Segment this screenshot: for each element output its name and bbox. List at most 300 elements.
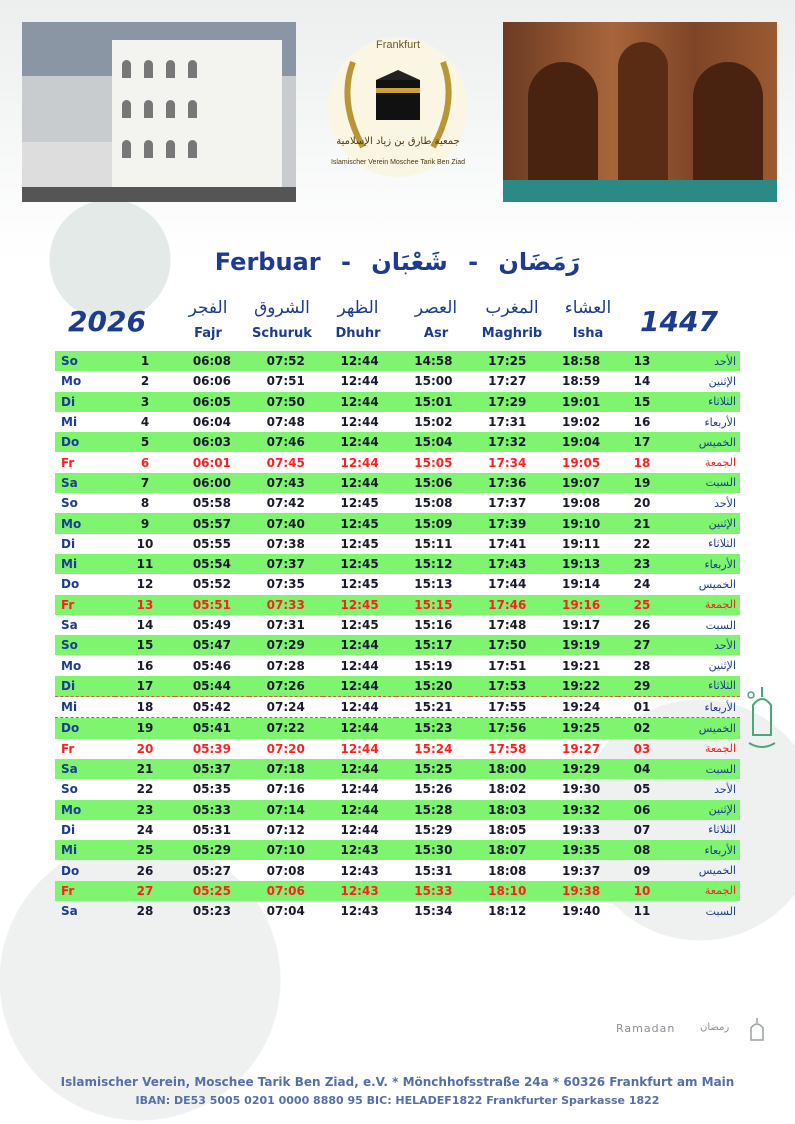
asr-time-cell: 15:01 — [396, 392, 470, 412]
table-row — [55, 820, 740, 840]
weekday-cell: Fr — [61, 741, 75, 756]
month-german: Ferbuar — [214, 248, 321, 276]
day-number-cell: 5 — [115, 432, 175, 452]
isha-time-cell: 19:01 — [544, 392, 618, 412]
isha-time-cell: 19:32 — [544, 800, 618, 820]
table-row — [55, 718, 740, 739]
dhuhr-time-cell: 12:45 — [323, 513, 397, 533]
mosque-interior-photo — [503, 22, 777, 202]
asr-time-cell: 15:04 — [396, 432, 470, 452]
table-row — [55, 493, 740, 513]
day-number-cell: 6 — [140, 455, 150, 470]
schuruk-time-cell: 07:33 — [249, 595, 323, 615]
weekday-cell: So — [55, 351, 115, 371]
hijri-day-cell: 04 — [618, 759, 666, 779]
fajr-time-cell: 06:05 — [175, 392, 249, 412]
maghrib-time-cell: 17:25 — [470, 351, 544, 371]
hijri-day-cell: 18 — [633, 455, 651, 470]
dhuhr-time-cell: 12:44 — [340, 822, 379, 837]
arabic-weekday-cell: الخميس — [666, 432, 740, 452]
maghrib-time-cell: 17:58 — [488, 741, 527, 756]
fajr-time-cell: 05:44 — [175, 676, 249, 697]
day-number-cell: 10 — [136, 536, 154, 551]
weekday-cell: Mi — [55, 840, 115, 860]
dhuhr-time-cell: 12:44 — [323, 676, 397, 697]
dhuhr-time-cell: 12:45 — [340, 496, 379, 511]
ramadan-label: Ramadan — [616, 1022, 676, 1035]
day-number-cell: 19 — [115, 718, 175, 739]
maghrib-time-cell: 17:55 — [470, 697, 544, 718]
fajr-time-cell: 05:27 — [192, 863, 232, 878]
asr-time-cell: 15:13 — [414, 577, 453, 592]
schuruk-time-cell: 07:40 — [249, 513, 323, 533]
day-number-cell: 7 — [115, 473, 175, 493]
maghrib-time-cell: 17:51 — [488, 658, 527, 673]
isha-time-cell: 19:13 — [544, 554, 618, 574]
column-header-isha: العشاء Isha — [564, 298, 612, 341]
maghrib-time-cell: 17:46 — [470, 595, 544, 615]
day-number-cell: 17 — [115, 676, 175, 697]
asr-time-cell: 15:25 — [396, 759, 470, 779]
weekday-cell: Do — [55, 718, 115, 739]
weekday-cell: Fr — [55, 595, 115, 615]
minbar — [618, 42, 668, 182]
schuruk-time-cell: 07:16 — [266, 782, 305, 797]
weekday-cell: Fr — [55, 881, 115, 901]
hijri-day-cell: 14 — [633, 374, 651, 389]
table-row — [55, 534, 740, 554]
day-number-cell: 25 — [115, 840, 175, 860]
dhuhr-time-cell: 12:44 — [323, 800, 397, 820]
asr-time-cell: 15:11 — [414, 536, 453, 551]
schuruk-time-cell: 07:31 — [266, 618, 305, 632]
mosque-exterior-photo — [22, 22, 296, 202]
arabic-weekday-cell: الأربعاء — [666, 840, 740, 860]
hijri-day-cell: 03 — [633, 741, 651, 756]
table-row — [55, 392, 740, 412]
day-number-cell: 13 — [115, 595, 175, 615]
arabic-weekday-cell: السبت — [666, 473, 740, 493]
hijri-day-cell: 02 — [618, 718, 666, 739]
month-arabic-ramadan: رَمَضَان — [498, 248, 581, 276]
day-number-cell: 16 — [136, 658, 154, 673]
maghrib-time-cell: 18:10 — [470, 881, 544, 901]
isha-time-cell: 19:04 — [544, 432, 618, 452]
isha-time-cell: 19:08 — [561, 496, 601, 511]
asr-time-cell: 14:58 — [396, 351, 470, 371]
day-number-cell: 21 — [115, 759, 175, 779]
table-row — [55, 779, 740, 799]
footer-bank: IBAN: DE53 5005 0201 0000 8880 95 BIC: HELADEF1822 Frankfurter Sparkasse 1822 — [135, 1094, 660, 1107]
day-number-cell: 8 — [140, 496, 150, 511]
schuruk-time-cell: 07:22 — [249, 718, 323, 739]
fajr-time-cell: 05:25 — [175, 881, 249, 901]
maghrib-time-cell: 17:50 — [470, 635, 544, 655]
street — [22, 187, 296, 202]
fajr-time-cell: 05:49 — [192, 618, 232, 632]
weekday-cell: Sa — [61, 618, 78, 632]
fajr-time-cell: 05:33 — [175, 800, 249, 820]
weekday-cell: Mo — [55, 800, 115, 820]
dhuhr-time-cell: 12:45 — [340, 618, 379, 632]
dhuhr-time-cell: 12:43 — [340, 904, 379, 919]
fajr-time-cell: 05:35 — [192, 782, 232, 797]
ramadan-lantern-icon — [745, 685, 779, 755]
hijri-day-cell: 05 — [633, 782, 651, 797]
arabic-weekday-cell: الأحد — [714, 782, 736, 796]
table-row — [55, 901, 740, 921]
fajr-time-cell: 05:52 — [192, 577, 232, 592]
dhuhr-time-cell: 12:44 — [323, 718, 397, 739]
day-number-cell: 27 — [115, 881, 175, 901]
isha-time-cell: 18:58 — [544, 351, 618, 371]
dhuhr-time-cell: 12:44 — [323, 392, 397, 412]
day-number-cell: 26 — [136, 863, 154, 878]
fajr-time-cell: 05:46 — [192, 658, 232, 673]
arabic-weekday-cell: الإثنين — [708, 374, 736, 388]
asr-time-cell: 15:17 — [396, 635, 470, 655]
fajr-time-cell: 05:54 — [175, 554, 249, 574]
table-row — [55, 840, 740, 860]
asr-time-cell: 15:02 — [414, 415, 453, 430]
isha-time-cell: 19:07 — [544, 473, 618, 493]
arabic-weekday-cell: الخميس — [698, 864, 736, 878]
schuruk-time-cell: 07:45 — [266, 455, 305, 470]
schuruk-time-cell: 07:46 — [249, 432, 323, 452]
asr-time-cell: 15:05 — [414, 455, 453, 470]
table-row — [55, 697, 740, 718]
isha-time-cell: 19:16 — [544, 595, 618, 615]
maghrib-time-cell: 17:37 — [488, 496, 527, 511]
hijri-day-cell: 17 — [618, 432, 666, 452]
schuruk-time-cell: 07:29 — [249, 635, 323, 655]
arabic-weekday-cell: الخميس — [698, 577, 736, 591]
maghrib-time-cell: 17:36 — [470, 473, 544, 493]
weekday-cell: Do — [55, 432, 115, 452]
schuruk-time-cell: 07:38 — [266, 536, 305, 551]
hijri-day-cell: 11 — [633, 904, 651, 919]
hijri-day-cell: 10 — [618, 881, 666, 901]
day-number-cell: 4 — [140, 415, 150, 430]
table-row — [55, 351, 740, 371]
table-row — [55, 800, 740, 820]
maghrib-time-cell: 17:56 — [470, 718, 544, 739]
day-number-cell: 11 — [115, 554, 175, 574]
footer-address: Islamischer Verein, Moschee Tarik Ben Ziad, e.V. * Mönchhofsstraße 24a * 60326 Frankfurt am Main — [60, 1075, 735, 1089]
day-number-cell: 24 — [136, 822, 154, 837]
arabic-weekday-cell: الثلاثاء — [708, 823, 736, 837]
maghrib-time-cell: 17:53 — [470, 676, 544, 697]
asr-time-cell: 15:20 — [396, 676, 470, 697]
hijri-day-cell: 07 — [633, 822, 651, 837]
weekday-cell: So — [61, 782, 78, 797]
schuruk-time-cell: 07:20 — [266, 741, 305, 756]
maghrib-time-cell: 18:05 — [488, 822, 527, 837]
day-number-cell: 15 — [115, 635, 175, 655]
asr-time-cell: 15:31 — [414, 863, 453, 878]
schuruk-time-cell: 07:42 — [266, 496, 305, 511]
fajr-time-cell: 05:39 — [192, 741, 232, 756]
arabic-weekday-cell: السبت — [666, 759, 740, 779]
dhuhr-time-cell: 12:44 — [340, 782, 379, 797]
dhuhr-time-cell: 12:43 — [323, 881, 397, 901]
weekday-cell: Mo — [55, 513, 115, 533]
weekday-cell: So — [61, 496, 78, 511]
table-row — [55, 739, 740, 759]
fajr-time-cell: 05:23 — [192, 904, 232, 919]
fajr-time-cell: 06:03 — [175, 432, 249, 452]
isha-time-cell: 19:22 — [544, 676, 618, 697]
asr-time-cell: 15:12 — [396, 554, 470, 574]
asr-time-cell: 15:24 — [414, 741, 453, 756]
door-arch — [528, 62, 598, 182]
day-number-cell: 9 — [115, 513, 175, 533]
arabic-weekday-cell: الجمعة — [704, 742, 736, 756]
arabic-weekday-cell: السبت — [705, 618, 736, 632]
arabic-weekday-cell: الإثنين — [666, 513, 740, 533]
arabic-weekday-cell: الإثنين — [708, 659, 736, 673]
table-row — [55, 676, 740, 697]
isha-time-cell: 19:35 — [544, 840, 618, 860]
schuruk-time-cell: 07:08 — [266, 863, 305, 878]
hijri-day-cell: 20 — [633, 496, 651, 511]
schuruk-time-cell: 07:12 — [266, 822, 305, 837]
column-header-fajr: الفجر Fajr — [188, 298, 228, 341]
arabic-weekday-cell: الأحد — [666, 351, 740, 371]
gregorian-year: 2026 — [68, 305, 146, 338]
maghrib-time-cell: 18:00 — [470, 759, 544, 779]
table-row — [55, 473, 740, 493]
hijri-day-cell: 21 — [618, 513, 666, 533]
hijri-day-cell: 08 — [618, 840, 666, 860]
dhuhr-time-cell: 12:44 — [323, 697, 397, 718]
dhuhr-time-cell: 12:44 — [340, 455, 379, 470]
fajr-time-cell: 05:58 — [192, 496, 232, 511]
hijri-day-cell: 06 — [618, 800, 666, 820]
weekday-cell: Fr — [61, 455, 75, 470]
arabic-weekday-cell: الخميس — [666, 718, 740, 739]
weekday-cell: Sa — [55, 759, 115, 779]
day-number-cell: 28 — [136, 904, 154, 919]
title-separator: - — [340, 248, 351, 276]
arabic-weekday-cell: الجمعة — [666, 881, 740, 901]
weekday-cell: Do — [61, 577, 80, 592]
table-row — [55, 574, 740, 594]
maghrib-time-cell: 17:39 — [470, 513, 544, 533]
fajr-time-cell: 05:29 — [175, 840, 249, 860]
asr-time-cell: 15:33 — [396, 881, 470, 901]
dhuhr-time-cell: 12:45 — [323, 595, 397, 615]
hijri-day-cell: 15 — [618, 392, 666, 412]
mosque-logo — [318, 22, 478, 197]
isha-time-cell: 19:25 — [544, 718, 618, 739]
fajr-time-cell: 05:41 — [175, 718, 249, 739]
column-header-dhuhr: الظهر Dhuhr — [335, 298, 381, 341]
schuruk-time-cell: 07:24 — [249, 697, 323, 718]
hijri-day-cell: 16 — [633, 415, 651, 430]
fajr-time-cell: 05:37 — [175, 759, 249, 779]
dhuhr-time-cell: 12:43 — [340, 863, 379, 878]
table-row — [55, 635, 740, 655]
prayer-times-table — [55, 351, 740, 921]
hijri-day-cell: 09 — [633, 863, 651, 878]
isha-time-cell: 19:30 — [561, 782, 601, 797]
column-header-schuruk: الشروق Schuruk — [252, 298, 312, 341]
schuruk-time-cell: 07:52 — [249, 351, 323, 371]
month-arabic-shaban: شَعْبَان — [371, 248, 448, 276]
maghrib-time-cell: 17:27 — [488, 374, 527, 389]
logo-arabic-name: جمعية طارق بن زياد الإسلامية — [336, 136, 460, 147]
asr-time-cell: 15:26 — [414, 782, 453, 797]
weekday-cell: Mi — [61, 415, 78, 430]
fajr-time-cell: 05:31 — [192, 822, 232, 837]
title-separator: - — [468, 248, 479, 276]
asr-time-cell: 15:15 — [396, 595, 470, 615]
schuruk-time-cell: 07:51 — [266, 374, 305, 389]
isha-time-cell: 19:19 — [544, 635, 618, 655]
schuruk-time-cell: 07:35 — [266, 577, 305, 592]
maghrib-time-cell: 17:43 — [470, 554, 544, 574]
weekday-cell: Sa — [61, 904, 78, 919]
dhuhr-time-cell: 12:44 — [340, 741, 379, 756]
isha-time-cell: 19:37 — [561, 863, 601, 878]
weekday-cell: Sa — [55, 473, 115, 493]
weekday-cell: Di — [55, 676, 115, 697]
mosque-building — [112, 40, 282, 190]
table-row — [55, 655, 740, 675]
asr-time-cell: 15:29 — [414, 822, 453, 837]
asr-time-cell: 15:28 — [396, 800, 470, 820]
weekday-cell: Mi — [55, 554, 115, 574]
dhuhr-time-cell: 12:43 — [323, 840, 397, 860]
dhuhr-time-cell: 12:45 — [323, 554, 397, 574]
dhuhr-time-cell: 12:45 — [340, 536, 379, 551]
maghrib-time-cell: 17:29 — [470, 392, 544, 412]
asr-time-cell: 15:06 — [396, 473, 470, 493]
arabic-weekday-cell: الأحد — [666, 635, 740, 655]
asr-time-cell: 15:09 — [396, 513, 470, 533]
asr-time-cell: 15:23 — [396, 718, 470, 739]
dhuhr-time-cell: 12:44 — [340, 374, 379, 389]
schuruk-time-cell: 07:10 — [249, 840, 323, 860]
schuruk-time-cell: 07:14 — [249, 800, 323, 820]
maghrib-time-cell: 17:34 — [488, 455, 527, 470]
fajr-time-cell: 05:57 — [175, 513, 249, 533]
isha-time-cell: 19:05 — [561, 455, 601, 470]
fajr-time-cell: 05:51 — [175, 595, 249, 615]
schuruk-time-cell: 07:37 — [249, 554, 323, 574]
asr-time-cell: 15:34 — [414, 904, 453, 919]
table-row — [55, 452, 740, 472]
asr-time-cell: 15:30 — [396, 840, 470, 860]
dhuhr-time-cell: 12:44 — [323, 759, 397, 779]
month-title — [0, 248, 795, 276]
fajr-time-cell: 06:00 — [175, 473, 249, 493]
carpet — [503, 180, 777, 202]
hijri-day-cell: 25 — [618, 595, 666, 615]
column-header-maghrib: المغرب Maghrib — [481, 298, 543, 341]
arabic-weekday-cell: الثلاثاء — [666, 676, 740, 697]
arabic-weekday-cell: الأربعاء — [704, 415, 736, 429]
table-row — [55, 595, 740, 615]
day-number-cell: 18 — [115, 697, 175, 718]
weekday-cell: Di — [55, 392, 115, 412]
isha-time-cell: 19:17 — [561, 618, 601, 632]
asr-time-cell: 15:16 — [414, 618, 453, 632]
day-number-cell: 1 — [115, 351, 175, 371]
isha-time-cell: 18:59 — [561, 374, 601, 389]
maghrib-time-cell: 18:12 — [488, 904, 527, 919]
isha-time-cell: 19:02 — [561, 415, 601, 430]
logo-city: Frankfurt — [375, 39, 421, 51]
table-row — [55, 759, 740, 779]
dhuhr-time-cell: 12:44 — [323, 473, 397, 493]
maghrib-time-cell: 18:03 — [470, 800, 544, 820]
schuruk-time-cell: 07:04 — [266, 904, 305, 919]
dhuhr-time-cell: 12:44 — [323, 635, 397, 655]
schuruk-time-cell: 07:48 — [266, 415, 305, 430]
asr-time-cell: 15:19 — [414, 658, 453, 673]
isha-time-cell: 19:40 — [561, 904, 601, 919]
arabic-weekday-cell: الجمعة — [704, 456, 736, 470]
weekday-cell: Do — [61, 863, 80, 878]
arabic-weekday-cell: السبت — [705, 904, 736, 918]
weekday-cell: So — [55, 635, 115, 655]
arabic-weekday-cell: الأربعاء — [666, 554, 740, 574]
table-row — [55, 554, 740, 574]
hijri-year: 1447 — [640, 305, 718, 338]
dhuhr-time-cell: 12:44 — [340, 415, 379, 430]
asr-time-cell: 15:00 — [414, 374, 453, 389]
fajr-time-cell: 06:04 — [192, 415, 232, 430]
isha-time-cell: 19:27 — [561, 741, 601, 756]
dhuhr-time-cell: 12:44 — [323, 432, 397, 452]
asr-time-cell: 15:21 — [396, 697, 470, 718]
isha-time-cell: 19:33 — [561, 822, 601, 837]
fajr-time-cell: 05:55 — [192, 536, 232, 551]
day-number-cell: 3 — [115, 392, 175, 412]
schuruk-time-cell: 07:28 — [266, 658, 305, 673]
day-number-cell: 2 — [140, 374, 150, 389]
table-row — [55, 513, 740, 533]
arabic-weekday-cell: الإثنين — [666, 800, 740, 820]
isha-time-cell: 19:29 — [544, 759, 618, 779]
weekday-cell: Mo — [61, 374, 82, 389]
schuruk-time-cell: 07:26 — [249, 676, 323, 697]
hijri-day-cell: 28 — [633, 658, 651, 673]
dhuhr-time-cell: 12:45 — [340, 577, 379, 592]
isha-time-cell: 19:21 — [561, 658, 601, 673]
table-row — [55, 432, 740, 452]
day-number-cell: 14 — [136, 618, 154, 632]
arabic-weekday-cell: الثلاثاء — [666, 392, 740, 412]
hijri-day-cell: 01 — [618, 697, 666, 718]
column-header-asr: العصر Asr — [414, 298, 458, 341]
table-row — [55, 881, 740, 901]
schuruk-time-cell: 07:18 — [249, 759, 323, 779]
fajr-time-cell: 05:42 — [175, 697, 249, 718]
arabic-weekday-cell: الأربعاء — [666, 697, 740, 718]
maghrib-time-cell: 17:48 — [488, 618, 527, 632]
fajr-time-cell: 06:06 — [192, 374, 232, 389]
logo-german-name: Islamischer Verein Moschee Tarik Ben Ziad — [330, 159, 466, 166]
maghrib-time-cell: 18:08 — [488, 863, 527, 878]
arabic-weekday-cell: الثلاثاء — [708, 537, 736, 551]
hijri-day-cell: 23 — [618, 554, 666, 574]
maghrib-time-cell: 17:44 — [488, 577, 527, 592]
hijri-day-cell: 24 — [633, 577, 651, 592]
isha-time-cell: 19:10 — [544, 513, 618, 533]
